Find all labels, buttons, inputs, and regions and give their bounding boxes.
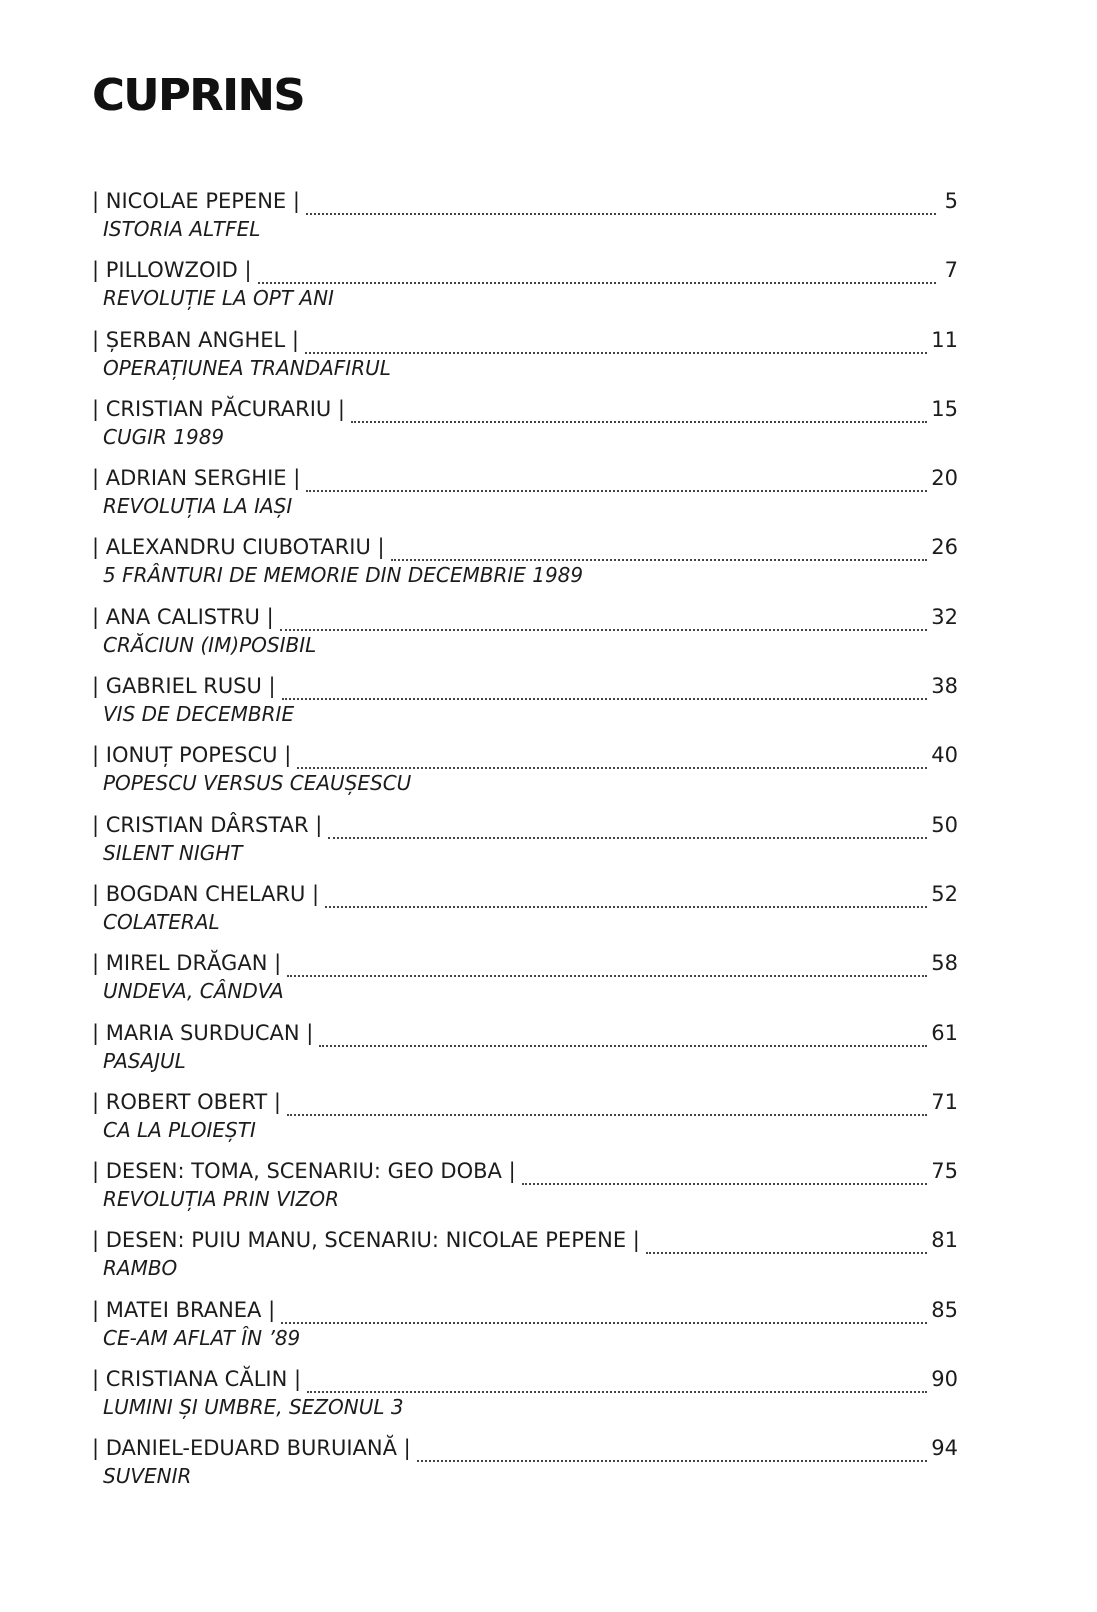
toc-title: CRĂCIUN (IM)POSIBIL <box>103 632 317 657</box>
toc-title: PASAJUL <box>103 1048 186 1073</box>
toc-dot-leader <box>522 1174 928 1185</box>
toc-title: ISTORIA ALTFEL <box>103 217 261 241</box>
toc-author: | IONUȚ POPESCU | <box>92 743 292 768</box>
toc-author: | MATEI BRANEA | <box>92 1297 276 1322</box>
toc-page-number: 52 <box>931 881 958 906</box>
toc-author: | CRISTIANA CĂLIN | <box>92 1367 302 1392</box>
toc-title: CA LA PLOIEȘTI <box>103 1117 256 1142</box>
toc-title: POPESCU VERSUS CEAUȘESCU <box>103 771 412 796</box>
toc-entry-line <box>92 463 958 494</box>
toc-page-number: 71 <box>931 1089 958 1114</box>
toc-dot-leader <box>306 481 927 492</box>
toc-entry[interactable] <box>92 463 958 532</box>
toc-entry-line <box>92 948 958 979</box>
toc-entry-line <box>92 1156 958 1187</box>
toc-page-number: 85 <box>931 1297 958 1322</box>
toc-entry-line <box>92 394 958 425</box>
toc-author: | MIREL DRĂGAN | <box>92 951 282 976</box>
toc-dot-leader <box>325 897 927 908</box>
toc-page-number: 38 <box>931 674 958 699</box>
toc-page-number: 40 <box>931 743 958 768</box>
toc-title: REVOLUȚIA LA IAȘI <box>103 494 293 519</box>
toc-author: | MARIA SURDUCAN | <box>92 1020 314 1045</box>
toc-page-number: 32 <box>931 604 958 629</box>
toc-entry[interactable] <box>92 740 958 809</box>
toc-author: | ADRIAN SERGHIE | <box>92 466 301 491</box>
toc-entry-line <box>92 186 958 217</box>
toc-dot-leader <box>391 550 928 561</box>
toc-dot-leader <box>307 1382 927 1393</box>
toc-entry[interactable] <box>92 602 958 671</box>
toc-title: UNDEVA, CÂNDVA <box>103 979 284 1004</box>
toc-entry[interactable] <box>92 1225 958 1294</box>
toc-title: REVOLUȚIA PRIN VIZOR <box>103 1187 339 1212</box>
toc-entry[interactable] <box>92 879 958 948</box>
toc-entry-line <box>92 879 958 910</box>
toc-page-number: 81 <box>931 1228 958 1253</box>
toc-dot-leader <box>281 1313 927 1324</box>
toc-entry[interactable] <box>92 1087 958 1156</box>
toc-entry[interactable] <box>92 325 958 394</box>
toc-entry[interactable] <box>92 810 958 879</box>
toc-page-number: 75 <box>931 1159 958 1184</box>
toc-page-number: 20 <box>931 466 958 491</box>
toc-author: | NICOLAE PEPENE | <box>92 189 300 213</box>
toc-title: 5 FRÂNTURI DE MEMORIE DIN DECEMBRIE 1989 <box>103 563 584 588</box>
toc-page-number: 90 <box>931 1367 958 1392</box>
toc-entry[interactable] <box>92 1433 958 1502</box>
toc-entry[interactable] <box>92 1295 958 1364</box>
toc-dot-leader <box>287 966 927 977</box>
toc-entry-line <box>92 740 958 771</box>
toc-page-number: 26 <box>931 535 958 560</box>
toc-title: SILENT NIGHT <box>103 840 243 865</box>
toc-author: | DANIEL-EDUARD BURUIANĂ | <box>92 1436 411 1461</box>
toc-entry[interactable] <box>92 255 958 324</box>
toc-title: SUVENIR <box>103 1464 192 1489</box>
toc-page-number: 15 <box>931 396 958 421</box>
toc-author: | ANA CALISTRU | <box>92 604 274 629</box>
toc-title: CUGIR 1989 <box>103 424 225 449</box>
toc-page-number: 94 <box>931 1436 958 1461</box>
toc-page-number: 50 <box>931 812 958 837</box>
toc-title: RAMBO <box>103 1256 178 1281</box>
toc-page-number: 5 <box>944 189 958 213</box>
toc-title: CE-AM AFLAT ÎN ’89 <box>103 1325 301 1350</box>
toc-author: | PILLOWZOID | <box>92 258 252 283</box>
toc-entry-line <box>92 1295 958 1326</box>
toc-entry-line <box>92 532 958 563</box>
toc-entry[interactable] <box>92 532 958 601</box>
toc-entry-line <box>92 255 958 286</box>
toc-title: COLATERAL <box>103 909 220 934</box>
toc-entry[interactable] <box>92 1364 958 1433</box>
toc-dot-leader <box>258 273 936 284</box>
toc-author: | BOGDAN CHELARU | <box>92 881 320 906</box>
toc-page-number: 58 <box>931 951 958 976</box>
toc-entry[interactable] <box>92 394 958 463</box>
toc-entry-line <box>92 325 958 356</box>
toc-dot-leader <box>646 1243 927 1254</box>
toc-author: | ȘERBAN ANGHEL | <box>92 327 299 352</box>
toc-title: REVOLUȚIE LA OPT ANI <box>103 286 334 311</box>
toc-author: | ALEXANDRU CIUBOTARIU | <box>92 535 385 560</box>
toc-dot-leader <box>305 343 927 354</box>
table-of-contents <box>92 186 958 1503</box>
toc-author: | DESEN: PUIU MANU, SCENARIU: NICOLAE PEPENE | <box>92 1228 640 1253</box>
toc-dot-leader <box>319 1036 927 1047</box>
toc-dot-leader <box>297 758 927 769</box>
toc-title: LUMINI ȘI UMBRE, SEZONUL 3 <box>103 1395 404 1420</box>
toc-dot-leader <box>280 620 928 631</box>
toc-title: OPERAȚIUNEA TRANDAFIRUL <box>103 355 391 380</box>
toc-author: | ROBERT OBERT | <box>92 1089 281 1114</box>
toc-dot-leader <box>287 1105 927 1116</box>
toc-page-number: 61 <box>931 1020 958 1045</box>
toc-entry-line <box>92 1364 958 1395</box>
toc-entry[interactable] <box>92 1156 958 1225</box>
toc-entry-line <box>92 1433 958 1464</box>
toc-author: | CRISTIAN DÂRSTAR | <box>92 812 323 837</box>
toc-dot-leader <box>306 204 936 215</box>
toc-entry-line <box>92 671 958 702</box>
toc-title: VIS DE DECEMBRIE <box>103 702 295 727</box>
toc-entry-line <box>92 602 958 633</box>
toc-dot-leader <box>328 828 927 839</box>
page-title: CUPRINS <box>92 70 305 121</box>
toc-entry-line <box>92 1225 958 1256</box>
toc-author: | CRISTIAN PĂCURARIU | <box>92 396 346 421</box>
toc-author: | GABRIEL RUSU | <box>92 674 276 699</box>
toc-entry-line <box>92 810 958 841</box>
toc-author: | DESEN: TOMA, SCENARIU: GEO DOBA | <box>92 1159 516 1184</box>
toc-dot-leader <box>417 1451 928 1462</box>
toc-page-number: 11 <box>931 327 958 352</box>
toc-dot-leader <box>282 689 928 700</box>
toc-entry-line <box>92 1087 958 1118</box>
toc-page-number: 7 <box>944 258 958 283</box>
toc-entry-line <box>92 1018 958 1049</box>
toc-entry[interactable] <box>92 186 958 255</box>
toc-dot-leader <box>351 412 927 423</box>
toc-entry[interactable] <box>92 671 958 740</box>
toc-entry[interactable] <box>92 1018 958 1087</box>
toc-entry[interactable] <box>92 948 958 1017</box>
